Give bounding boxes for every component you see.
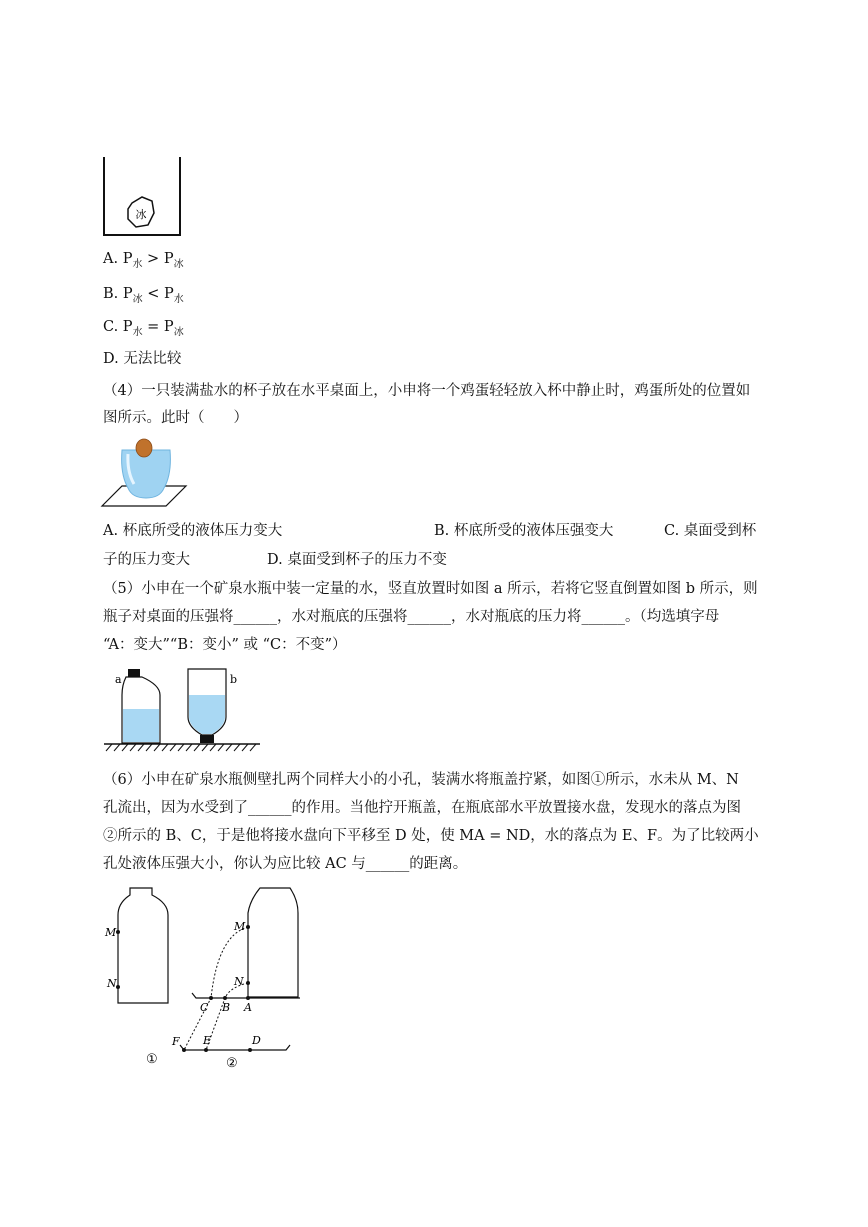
q6-line4: 孔处液体压强大小，你认为应比较 AC 与______的距离。 (103, 856, 468, 872)
fig1-circle-1: ① (146, 1052, 158, 1067)
q4-option-c-part1[interactable]: C. 桌面受到杯 (664, 523, 757, 539)
option-a[interactable] (103, 252, 184, 270)
q4-option-d[interactable]: D. 桌面受到杯子的压力不变 (267, 552, 447, 568)
option-c-sub1: 水 (132, 327, 143, 338)
q4-option-a[interactable]: A. 杯底所受的液体压力变大 (103, 523, 283, 539)
option-a-sub2: 冰 (173, 259, 184, 270)
fig2-circle-2: ② (226, 1056, 238, 1071)
option-a-p: A. P (103, 251, 133, 267)
q6-line3: ②所示的 B、C，于是他将接水盘向下平移至 D 处，使 MA = ND，水的落点为 E、F。为了比较两小 (103, 828, 759, 844)
bottle-holes-figure (100, 885, 300, 1075)
label-f: F (172, 1035, 180, 1048)
q4-stem-line1: （4）一只装满盐水的杯子放在水平桌面上，小申将一个鸡蛋轻轻放入杯中静止时，鸡蛋所处的位置如 (103, 383, 751, 399)
option-a-sub1: 水 (132, 259, 143, 270)
q5-line2: 瓶子对桌面的压强将______，水对瓶底的压强将______，水对瓶底的压力将______。（均选填字母 (103, 609, 720, 625)
option-a-op: > P (142, 251, 174, 267)
option-c-sub2: 冰 (173, 327, 184, 338)
label-a: a (115, 673, 122, 686)
ice-label: 冰 (135, 208, 147, 221)
label-b: b (230, 673, 238, 686)
label-d: D (252, 1034, 261, 1047)
q5-line3: “A：变大”“B：变小” 或 “C：不变”） (103, 637, 347, 653)
label-a: A (244, 1001, 252, 1014)
q5-line1: （5）小申在一个矿泉水瓶中装一定量的水，竖直放置时如图 a 所示，若将它竖直倒置如图 b 所示，则 (103, 581, 758, 597)
fig1-label-m: M (105, 926, 117, 939)
label-e: E (203, 1034, 212, 1047)
option-b[interactable] (103, 287, 184, 305)
option-b-sub2: 水 (173, 294, 184, 305)
fig1-label-n: N (107, 977, 117, 990)
option-b-op: < P (142, 286, 174, 302)
label-b: B (222, 1001, 231, 1014)
q4-option-c-part2[interactable]: 子的压力变大 (103, 552, 190, 568)
option-c[interactable] (103, 320, 184, 338)
option-b-sub1: 冰 (132, 294, 143, 305)
q4-option-b[interactable]: B. 杯底所受的液体压强变大 (434, 523, 614, 539)
fig2-label-n: N (234, 975, 244, 988)
q6-line1: （6）小申在矿泉水瓶侧壁扎两个同样大小的小孔，装满水将瓶盖拧紧，如图①所示，水未从 M、N (103, 772, 739, 788)
option-c-p: C. P (103, 319, 133, 335)
ice-in-beaker-figure (98, 155, 188, 240)
option-c-op: = P (142, 319, 174, 335)
q6-line2: 孔流出，因为水受到了______的作用。当他拧开瓶盖，在瓶底部水平放置接水盘，发现水的落点为图 (103, 800, 741, 816)
fig2-label-m: M (234, 920, 246, 933)
option-d[interactable]: D. 无法比较 (103, 351, 182, 367)
option-b-p: B. P (103, 286, 133, 302)
bottles-ab-figure (100, 665, 265, 755)
q4-stem-line2: 图所示。此时（ ） (103, 410, 248, 426)
label-c: C (200, 1001, 209, 1014)
egg-in-cup-figure (100, 436, 190, 510)
